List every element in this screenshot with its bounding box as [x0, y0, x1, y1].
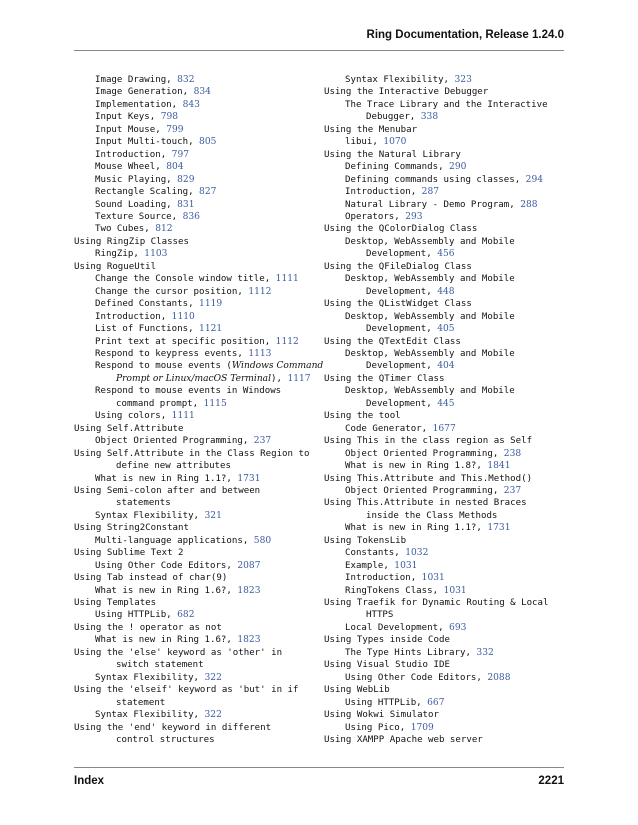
- index-entry-text: Desktop, WebAssembly and Mobile: [345, 311, 515, 322]
- index-entry-text: Syntax Flexibility,: [95, 672, 205, 683]
- index-entry: [324, 473, 570, 485]
- index-entry: [324, 286, 570, 298]
- index-entry: [74, 323, 314, 335]
- index-page-link[interactable]: 1111: [171, 411, 195, 422]
- index-entry: [324, 435, 570, 447]
- index-entry: [74, 161, 314, 173]
- index-entry: [324, 186, 570, 198]
- index-entry-text: Using Traefik for Dynamic Routing & Local: [324, 598, 549, 609]
- index-entry: [324, 298, 570, 310]
- index-entry: [324, 124, 570, 136]
- index-entry: [74, 236, 314, 248]
- index-entry-text: Multi-language applications,: [95, 535, 254, 546]
- index-entry-text: statement: [116, 697, 166, 708]
- index-entry: [324, 385, 570, 397]
- index-entry-italic-text: Windows Command: [231, 361, 324, 372]
- index-entry: [324, 223, 570, 235]
- index-entry: [74, 373, 314, 385]
- index-entry: [324, 585, 570, 597]
- index-entry-text: Development,: [366, 249, 438, 260]
- index-entry-text: RingZip,: [95, 249, 145, 260]
- index-page-link[interactable]: 293: [405, 211, 423, 222]
- index-entry-text: Defining commands using classes,: [345, 174, 526, 185]
- index-entry: [74, 448, 314, 460]
- index-entry-text: Using the 'end' keyword in different: [74, 722, 272, 733]
- index-entry-text: Respond to mouse events in Windows: [95, 386, 282, 397]
- index-entry-text: Using the Natural Library: [324, 149, 461, 160]
- index-page-link[interactable]: 332: [476, 647, 494, 658]
- index-entry: [324, 136, 570, 148]
- index-entry: [74, 211, 314, 223]
- index-entry-text: Using the QTimer Class: [324, 373, 445, 384]
- index-entry: [74, 86, 314, 98]
- index-entry-text: Using HTTPLib,: [95, 610, 178, 621]
- index-entry: [324, 684, 570, 696]
- index-entry-text: What is new in Ring 1.8?,: [345, 461, 488, 472]
- index-entry-text: RingTokens Class,: [345, 585, 444, 596]
- index-entry: [324, 709, 570, 721]
- index-entry: [74, 522, 314, 534]
- index-entry: [74, 136, 314, 148]
- index-entry: [74, 709, 314, 721]
- index-entry: [74, 672, 314, 684]
- index-entry: [324, 547, 570, 559]
- index-entry: [74, 547, 314, 559]
- index-entry: [324, 485, 570, 497]
- index-entry-text: Debugger,: [366, 112, 421, 123]
- index-page-link[interactable]: 812: [155, 224, 173, 235]
- index-entry: [324, 659, 570, 671]
- index-entry: [74, 659, 314, 671]
- index-entry: [74, 223, 314, 235]
- index-entry: [324, 647, 570, 659]
- index-entry: [324, 86, 570, 98]
- index-entry: [324, 174, 570, 186]
- index-entry-text: Using This.Attribute in nested Braces: [324, 498, 527, 509]
- index-page-link[interactable]: 829: [177, 174, 195, 185]
- index-entry-text: Local Development,: [345, 622, 450, 633]
- index-entry: [324, 535, 570, 547]
- index-entry-text: List of Functions,: [95, 324, 200, 335]
- index-entry: [74, 497, 314, 509]
- index-entry-text: Using This in the class region as Self: [324, 436, 533, 447]
- index-entry-text: Using WebLib: [324, 685, 390, 696]
- index-entry: [324, 273, 570, 285]
- index-entry: [324, 697, 570, 709]
- index-page-link[interactable]: 323: [454, 75, 472, 85]
- index-page-link[interactable]: 843: [182, 99, 200, 110]
- index-entry-text: Using the 'elseif' keyword as 'but' in if: [74, 685, 299, 696]
- index-entry-text: Syntax Flexibility,: [95, 710, 205, 721]
- index-page-link[interactable]: 1117: [287, 373, 311, 384]
- index-page-link[interactable]: 1110: [171, 311, 195, 322]
- index-entry-text: Print text at specific position,: [95, 336, 276, 347]
- index-entry: [324, 460, 570, 472]
- index-page-link[interactable]: 1731: [237, 473, 261, 484]
- index-entry-italic-text: Prompt or Linux/macOS Terminal: [116, 373, 272, 384]
- index-page-link[interactable]: 1113: [248, 348, 272, 359]
- index-entry-text: Two Cubes,: [95, 224, 156, 235]
- index-entry-text: libui,: [345, 137, 384, 148]
- index-entry: [74, 435, 314, 447]
- index-page-link[interactable]: 831: [177, 199, 195, 210]
- index-entry-text: Object Oriented Programming,: [345, 448, 504, 459]
- index-entry: [324, 311, 570, 323]
- index-entry: [74, 722, 314, 734]
- index-entry-text: Using XAMPP Apache web server: [324, 735, 483, 746]
- index-entry-text: Development,: [366, 398, 438, 409]
- index-entry: [74, 360, 324, 372]
- index-entry: [74, 385, 314, 397]
- index-page-link[interactable]: 404: [437, 361, 455, 372]
- index-entry: [324, 336, 570, 348]
- index-entry: [324, 597, 570, 609]
- index-entry-text: Syntax Flexibility,: [345, 75, 455, 85]
- index-entry: [324, 634, 570, 646]
- index-page-link[interactable]: 1121: [199, 324, 223, 335]
- index-page-link[interactable]: 682: [177, 610, 195, 621]
- index-entry: [324, 410, 570, 422]
- index-page-link[interactable]: 834: [193, 87, 211, 98]
- index-entry: [74, 99, 314, 111]
- index-entry-text: control structures: [116, 735, 215, 746]
- index-page-link[interactable]: 1119: [199, 299, 223, 310]
- index-entry: [74, 485, 314, 497]
- index-entry-text: Using String2Constant: [74, 523, 189, 534]
- index-entry: [324, 211, 570, 223]
- index-entry-text: Development,: [366, 324, 438, 335]
- index-entry: [324, 99, 570, 111]
- index-entry-text: The Trace Library and the Interactive: [345, 99, 548, 110]
- index-entry: [74, 410, 314, 422]
- index-page-link[interactable]: 1111: [275, 274, 299, 285]
- index-entry-text: Using the Menubar: [324, 124, 418, 135]
- index-page-link[interactable]: 405: [437, 324, 455, 335]
- index-entry: [324, 398, 570, 410]
- index-page-link[interactable]: 322: [204, 672, 222, 683]
- index-entry: [324, 323, 570, 335]
- index-entry-text: Using RingZip Classes: [74, 236, 189, 247]
- index-entry-text: Code Generator,: [345, 423, 433, 434]
- index-entry-text: Desktop, WebAssembly and Mobile: [345, 386, 515, 397]
- index-entry: [324, 572, 570, 584]
- index-entry-text: What is new in Ring 1.1?,: [95, 473, 238, 484]
- index-page-link[interactable]: 1031: [421, 573, 445, 584]
- index-entry: [324, 522, 570, 534]
- index-entry-text: Using TokensLib: [324, 535, 407, 546]
- index-column-left: [74, 74, 324, 746]
- index-entry: [74, 560, 314, 572]
- index-entry-text: What is new in Ring 1.6?,: [95, 635, 238, 646]
- index-page-link[interactable]: 287: [421, 187, 440, 198]
- index-entry-text: Using the QColorDialog Class: [324, 224, 478, 235]
- index-entry: [324, 510, 570, 522]
- index-entry: [324, 423, 570, 435]
- index-entry: [74, 684, 314, 696]
- index-entry-text: Change the cursor position,: [95, 286, 249, 297]
- index-entry: [74, 572, 314, 584]
- index-entry-text: Using the tool: [324, 411, 401, 422]
- index-entry-text: Using the QListWidget Class: [324, 299, 472, 310]
- index-entry: [74, 111, 314, 123]
- index-entry: [74, 286, 314, 298]
- index-entry: [324, 248, 570, 260]
- index-entry: [324, 560, 570, 572]
- index-entry: [74, 124, 314, 136]
- index-entry: [324, 149, 570, 161]
- footer-section-label: Index: [74, 775, 105, 787]
- index-page-link[interactable]: 1070: [383, 137, 407, 148]
- index-entry-text: What is new in Ring 1.6?,: [95, 585, 238, 596]
- index-entry-text: Implementation,: [95, 99, 183, 110]
- index-entry: [324, 448, 570, 460]
- index-entry: [324, 373, 570, 385]
- index-entry: [324, 609, 570, 621]
- index-page-link[interactable]: 1709: [410, 722, 434, 733]
- index-page-link[interactable]: 322: [204, 710, 222, 721]
- index-entry: [74, 398, 314, 410]
- index-entry: [74, 298, 314, 310]
- index-entry: [74, 510, 314, 522]
- index-entry-text: Music Playing,: [95, 174, 178, 185]
- index-entry: [74, 585, 314, 597]
- index-entry-text: Using the QTextEdit Class: [324, 336, 461, 347]
- index-page-link[interactable]: 1103: [144, 249, 168, 260]
- index-entry-text: Respond to keypress events,: [95, 348, 249, 359]
- index-entry-text: Using Pico,: [345, 722, 411, 733]
- index-column-right: [324, 74, 570, 746]
- index-entry-text: Using Self.Attribute in the Class Region to: [74, 448, 310, 459]
- index-entry: [74, 460, 314, 472]
- index-entry: [324, 722, 570, 734]
- index-entry: [74, 609, 314, 621]
- index-entry-text: Desktop, WebAssembly and Mobile: [345, 274, 515, 285]
- index-page-link[interactable]: 1115: [203, 398, 227, 409]
- index-entry-text: Using Tab instead of char(9): [74, 573, 228, 584]
- index-entry-text: Using HTTPLib,: [345, 697, 428, 708]
- index-entry-text: Using Visual Studio IDE: [324, 660, 450, 671]
- index-page-link[interactable]: 448: [437, 286, 455, 297]
- index-entry: [74, 423, 314, 435]
- index-entry: [74, 647, 314, 659]
- index-entry-text: Introduction,: [95, 311, 172, 322]
- index-entry: [74, 473, 314, 485]
- index-entry-text: Operators,: [345, 211, 406, 222]
- index-entry: [74, 311, 314, 323]
- index-entry-text: Development,: [366, 286, 438, 297]
- index-page-link[interactable]: 321: [204, 510, 222, 521]
- index-entry: [74, 697, 314, 709]
- index-page-link[interactable]: 832: [177, 75, 195, 85]
- index-page-link[interactable]: 797: [171, 149, 190, 160]
- index-page-link[interactable]: 2088: [487, 672, 511, 683]
- index-entry-text: Using Wokwi Simulator: [324, 710, 439, 721]
- index-entry: [74, 174, 314, 186]
- index-entry-text: Object Oriented Programming,: [345, 485, 504, 496]
- index-entry: [324, 161, 570, 173]
- index-entry-text: Using RogueUtil: [74, 261, 157, 272]
- index-entry: [324, 672, 570, 684]
- index-entry: [324, 236, 570, 248]
- index-entry-text: Respond to mouse events (: [95, 361, 232, 372]
- index-page-link[interactable]: 580: [253, 535, 272, 546]
- index-entry-text: Using This.Attribute and This.Method(): [324, 473, 533, 484]
- index-page-link[interactable]: 2087: [237, 560, 261, 571]
- index-entry-text: Desktop, WebAssembly and Mobile: [345, 348, 515, 359]
- index-entry-text: Texture Source,: [95, 211, 183, 222]
- index-entry-text: Sound Loading,: [95, 199, 178, 210]
- index-entry-text: Using the ! operator as not: [74, 622, 222, 633]
- index-page-link[interactable]: 667: [427, 697, 445, 708]
- index-page-link[interactable]: 799: [166, 124, 184, 135]
- index-page-link[interactable]: 288: [520, 199, 538, 210]
- index-page-link[interactable]: 237: [503, 485, 522, 496]
- index-entry: [74, 186, 314, 198]
- page-header-title: Ring Documentation, Release 1.24.0: [366, 29, 564, 41]
- index-entry: [74, 734, 314, 746]
- index-entry: [74, 248, 314, 260]
- index-entry-text: Introduction,: [95, 149, 172, 160]
- index-entry: [324, 497, 570, 509]
- index-page-link[interactable]: 290: [449, 162, 467, 173]
- index-entry-text: Using Other Code Editors,: [345, 672, 488, 683]
- index-page-link[interactable]: 1032: [405, 548, 429, 559]
- index-page-link[interactable]: 805: [199, 137, 217, 148]
- index-entry-text: Using Semi-colon after and between: [74, 485, 261, 496]
- index-entry-text: Mouse Wheel,: [95, 162, 167, 173]
- index-page-link[interactable]: 294: [525, 174, 544, 185]
- index-page-link[interactable]: 1112: [275, 336, 299, 347]
- index-entry-text: What is new in Ring 1.1?,: [345, 523, 488, 534]
- index-entry-text: Input Keys,: [95, 112, 161, 123]
- index-page-link[interactable]: 827: [199, 187, 217, 198]
- index-entry-text: Constants,: [345, 548, 406, 559]
- index-entry: [324, 622, 570, 634]
- index-entry-text: Natural Library - Demo Program,: [345, 199, 521, 210]
- index-entry-text: Using Self.Attribute: [74, 423, 184, 434]
- index-entry-text: Using Other Code Editors,: [95, 560, 238, 571]
- index-entry-text: Using Types inside Code: [324, 635, 450, 646]
- index-entry-text: command prompt,: [116, 398, 204, 409]
- index-entry: [74, 535, 314, 547]
- index-entry: [74, 273, 314, 285]
- index-entry-text: Rectangle Scaling,: [95, 187, 200, 198]
- index-entry-text: Introduction,: [345, 187, 422, 198]
- index-entry-text: Introduction,: [345, 573, 422, 584]
- index-entry-text: Example,: [345, 560, 395, 571]
- index-entry: [74, 634, 314, 646]
- index-page-link[interactable]: 1731: [487, 523, 511, 534]
- index-entry-text: Using Templates: [74, 598, 157, 609]
- index-entry: [324, 199, 570, 211]
- index-entry-text: HTTPS: [366, 610, 394, 621]
- index-page-link[interactable]: 798: [160, 112, 179, 123]
- index-page-link[interactable]: 1031: [443, 585, 467, 596]
- index-entry-text: Image Drawing,: [95, 75, 178, 85]
- index-entry-text: Using colors,: [95, 411, 172, 422]
- index-entry-text: Development,: [366, 361, 438, 372]
- index-page-link[interactable]: 445: [437, 398, 455, 409]
- index-page-link[interactable]: 238: [503, 448, 522, 459]
- index-entry: [324, 261, 570, 273]
- index-entry-text: Input Multi-touch,: [95, 137, 200, 148]
- index-entry-text: Input Mouse,: [95, 124, 167, 135]
- index-page-link[interactable]: 1677: [432, 423, 456, 434]
- index-entry: [74, 622, 314, 634]
- index-entry: [324, 74, 570, 86]
- index-entry-text: Using the QFileDialog Class: [324, 261, 472, 272]
- index-entry-text: Defining Commands,: [345, 162, 450, 173]
- index-entry: [324, 360, 570, 372]
- index-entry-text: inside the Class Methods: [366, 510, 498, 521]
- index-page-link[interactable]: 1031: [394, 560, 418, 571]
- index-entry: [74, 261, 314, 273]
- footer-page-number: 2221: [538, 775, 564, 787]
- index-entry: [74, 336, 314, 348]
- index-page-link[interactable]: 804: [166, 162, 184, 173]
- index-entry: [74, 597, 314, 609]
- index-entry-text: Image Generation,: [95, 87, 194, 98]
- index-entry-text: statements: [116, 498, 171, 509]
- index-entry-text: Using Sublime Text 2: [74, 548, 184, 559]
- index-page-link[interactable]: 1823: [237, 585, 261, 596]
- index-entry-text: Using the 'else' keyword as 'other' in: [74, 647, 283, 658]
- index-entry-text: switch statement: [116, 660, 204, 671]
- index-entry-text: Defined Constants,: [95, 299, 200, 310]
- index-entry: [74, 199, 314, 211]
- index-page-link[interactable]: 1823: [237, 635, 261, 646]
- index-page-link[interactable]: 237: [253, 436, 272, 447]
- index-page-link[interactable]: 338: [420, 112, 439, 123]
- index-entry-text: define new attributes: [116, 461, 231, 472]
- index-entry: [324, 111, 570, 123]
- index-entry: [74, 348, 314, 360]
- index-page-link[interactable]: 1841: [487, 461, 511, 472]
- index-entry: [74, 149, 314, 161]
- index-entry-text: Using the Interactive Debugger: [324, 87, 489, 98]
- index-entry-text: Change the Console window title,: [95, 274, 276, 285]
- index-page-link[interactable]: 693: [449, 622, 467, 633]
- index-entry: [324, 734, 570, 746]
- index-page-link[interactable]: 836: [182, 211, 200, 222]
- index-entry-text: Desktop, WebAssembly and Mobile: [345, 236, 515, 247]
- index-entry-suffix: ),: [271, 373, 288, 384]
- footer-divider: [74, 767, 564, 768]
- index-entry-text: Object Oriented Programming,: [95, 436, 254, 447]
- index-entry: [324, 348, 570, 360]
- index-entry-text: Syntax Flexibility,: [95, 510, 205, 521]
- index-entry-text: The Type Hints Library,: [345, 647, 477, 658]
- header-divider: [74, 50, 564, 51]
- index-page-link[interactable]: 456: [437, 249, 455, 260]
- index-page-link[interactable]: 1112: [248, 286, 272, 297]
- index-entry: [74, 74, 314, 86]
